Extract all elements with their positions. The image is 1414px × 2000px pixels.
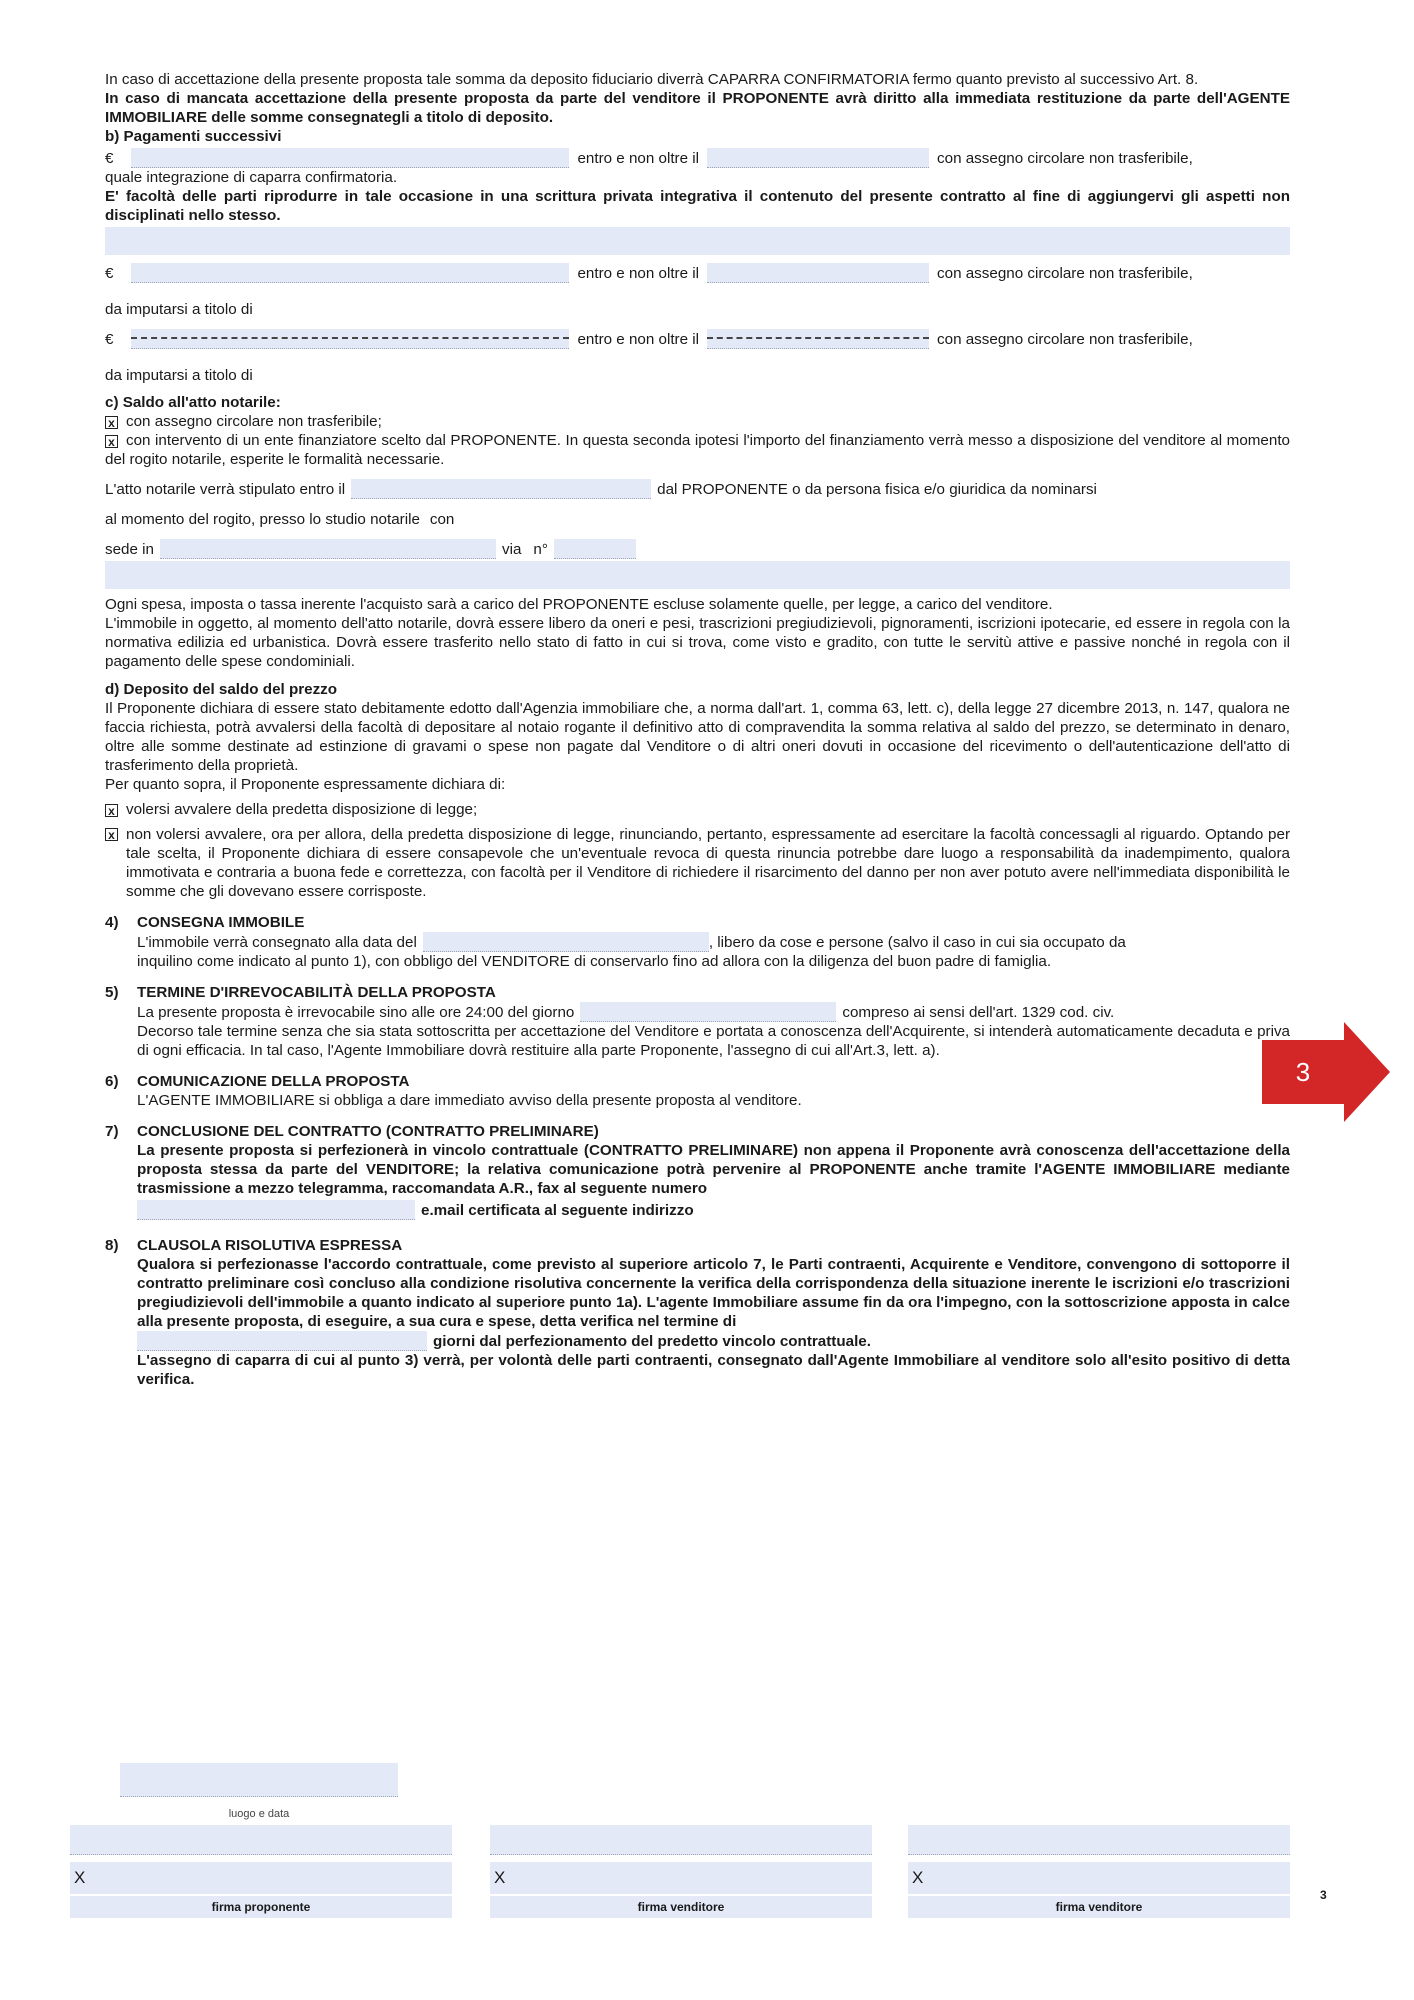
section-number: 8) <box>105 1237 119 1254</box>
page-marker <box>1262 1022 1390 1122</box>
row-email <box>137 1198 1290 1220</box>
integrazione-text: quale integrazione di caparra confirmatoria. <box>105 169 398 186</box>
entro-label: entro e non oltre il <box>577 265 700 282</box>
arrow-right-icon <box>1344 1022 1390 1122</box>
paragraph-deposito: Il Proponente dichiara di essere stato debitamente edotto dall'Agenzia immobiliare che, a norma dall'art. 1, comma 63, lett. c), della legge 27 dicembre 2013, n. 147, qualora ne faccia richiesta, potrà avvalersi della facoltà di depositare al notaio rogante il definitivo atto di compravendita la somma relativa al saldo del prezzo, se determinato in denaro, oltre alle somme destinate ad estinzione di gravami o spese non pagate dal Venditore o di altri oneri dovuti in occasione del ricevimento o dell'autenticazione dell'atto di trasferimento della proprietà. <box>105 700 1290 774</box>
amount-field-1[interactable] <box>131 148 569 168</box>
clausola-text: Qualora si perfezionasse l'accordo contrattuale, come previsto al superiore articolo 7, le Parti contraenti, Acquirente e Venditore, convengono di sottoporre il contratto preliminare così concluso alla condizione risolutiva concernente la verifica della corrispondenza della situazione inerente le iscrizioni e/o trascrizioni pregiudizievoli dell'immobile a quanto indicato al superiore punto 1a). L'agente Immobiliare assume fin da ora l'impegno, con la sottoscrizione apposta in calce alla presente proposta, di eseguire, a sua cura e spese, detta verifica nel termine di <box>137 1256 1290 1330</box>
signature-label: firma venditore <box>490 1896 872 1918</box>
consegna-text: inquilino come indicato al punto 1), con obbligo del VENDITORE di conservarlo fino ad allora con la diligenza del buon padre di famiglia. <box>137 953 1052 970</box>
assegno-caparra-text: L'assegno di caparra di cui al punto 3) verrà, per volontà delle parti contraenti, consegnato dall'Agente Immobiliare al venditore solo all'esito positivo di detta verifica. <box>137 1352 1290 1388</box>
row-pagamento-3 <box>105 327 1290 349</box>
row-imputarsi-1 <box>105 297 1290 319</box>
irrevocabile-date-field[interactable] <box>580 1002 836 1022</box>
sede-extra-field[interactable] <box>105 561 1290 589</box>
checkbox-assegno[interactable]: x <box>105 416 118 429</box>
irrevocabile-label-2: compreso ai sensi dell'art. 1329 cod. civ. <box>842 1004 1115 1021</box>
numero-label: n° <box>533 541 548 558</box>
checkbox-non-avvalersi[interactable]: x <box>105 828 118 841</box>
row-termine-giorni <box>137 1331 1290 1351</box>
signature-venditore-2 <box>908 1825 1290 1918</box>
heading-pagamenti-successivi: b) Pagamenti successivi <box>105 128 282 145</box>
checkbox-row-non-avvalersi <box>105 825 1290 901</box>
signature-field-line-1[interactable] <box>70 1825 452 1855</box>
signature-venditore-1 <box>490 1825 872 1918</box>
row-irrevocabile <box>137 1002 1290 1022</box>
imputarsi-label: da imputarsi a titolo di <box>105 367 253 384</box>
sede-label: sede in <box>105 541 154 558</box>
section-8 <box>105 1236 1290 1389</box>
conclusione-text: La presente proposta si perfezionerà in vincolo contrattuale (CONTRATTO PRELIMINARE) non appena il Proponente avrà conoscenza dell'accettazione della proposta stessa da parte del VENDITORE; la relativa comunicazione potrà pervenire al PROPONENTE anche tramite l'AGENTE IMMOBILIARE mediante trasmissione a mezzo telegramma, raccomandata A.R., fax al seguente numero <box>137 1142 1290 1197</box>
document-page <box>105 70 1290 1389</box>
checkbox-avvalersi[interactable]: x <box>105 804 118 817</box>
signature-x-mark: X <box>74 1868 86 1887</box>
euro-label: € <box>105 331 114 348</box>
section-4 <box>105 913 1290 971</box>
assegno-label: con assegno circolare non trasferibile, <box>937 265 1193 282</box>
comunicazione-text: L'AGENTE IMMOBILIARE si obbliga a dare immediato avviso della presente proposta al venditore. <box>137 1092 802 1109</box>
section-number: 5) <box>105 984 119 1001</box>
fax-number-field[interactable] <box>137 1200 415 1220</box>
assegno-label: con assegno circolare non trasferibile, <box>937 331 1193 348</box>
integrative-field[interactable] <box>105 227 1290 255</box>
heading-deposito-saldo: d) Deposito del saldo del prezzo <box>105 681 338 698</box>
luogo-data-block <box>120 1763 398 1820</box>
section-number: 7) <box>105 1123 119 1140</box>
atto-label: L'atto notarile verrà stipulato entro il <box>105 481 346 498</box>
row-pagamento-1 <box>105 146 1290 168</box>
section-title: CONCLUSIONE DEL CONTRATTO (CONTRATTO PRELIMINARE) <box>137 1123 599 1140</box>
irrevocabile-label: La presente proposta è irrevocabile sino alle ore 24:00 del giorno <box>137 1004 575 1021</box>
checkbox-ente-finanziatore[interactable]: x <box>105 435 118 448</box>
paragraph-spese: Ogni spesa, imposta o tassa inerente l'acquisto sarà a carico del PROPONENTE escluse solamente quelle, per legge, a carico del venditore. <box>105 596 1053 613</box>
checkbox-row-assegno <box>105 412 1290 431</box>
section-title: COMUNICAZIONE DELLA PROPOSTA <box>137 1073 410 1090</box>
row-consegna <box>137 932 1290 952</box>
paragraph-per-quanto: Per quanto sopra, il Proponente espressamente dichiara di: <box>105 776 506 793</box>
numero-field[interactable] <box>554 539 636 559</box>
entro-label: entro e non oltre il <box>577 150 700 167</box>
dal-label: dal PROPONENTE o da persona fisica e/o giuridica da nominarsi <box>657 481 1097 498</box>
section-title: CONSEGNA IMMOBILE <box>137 914 305 931</box>
date-field-3[interactable] <box>707 329 929 349</box>
section-number: 4) <box>105 914 119 931</box>
imputarsi-label: da imputarsi a titolo di <box>105 301 253 318</box>
email-label: e.mail certificata al seguente indirizzo <box>421 1202 694 1219</box>
facolta-text: E' facoltà delle parti riprodurre in tale occasione in una scrittura privata integrativa il contenuto del presente contratto al fine di aggiungervi gli aspetti non disciplinati nello stesso. <box>105 188 1290 224</box>
checkbox-label: con intervento di un ente finanziatore scelto dal PROPONENTE. In questa seconda ipotesi l'importo del finanziamento verrà messo a disposizione del venditore al momento del rogito notarile, esperite le formalità necessarie. <box>105 432 1290 468</box>
row-imputarsi-2 <box>105 363 1290 385</box>
checkbox-label: volersi avvalere della predetta disposizione di legge; <box>126 801 478 818</box>
euro-label: € <box>105 150 114 167</box>
luogo-data-field[interactable] <box>120 1763 398 1797</box>
row-atto-notarile <box>105 477 1290 499</box>
con-label: con <box>429 511 455 528</box>
checkbox-row-ente <box>105 431 1290 469</box>
giorni-field[interactable] <box>137 1331 427 1351</box>
atto-date-field[interactable] <box>351 479 651 499</box>
entro-label: entro e non oltre il <box>577 331 700 348</box>
row-pagamento-2 <box>105 261 1290 283</box>
row-sede <box>105 537 1290 559</box>
paragraph-restituzione: In caso di mancata accettazione della presente proposta da parte del venditore il PROPONENTE avrà diritto alla immediata restituzione da parte dell'AGENTE IMMOBILIARE delle somme consegnategli a titolo di deposito. <box>105 90 1290 126</box>
euro-label: € <box>105 265 114 282</box>
marker-label: 3 <box>1262 1040 1344 1104</box>
signature-field-line-3[interactable] <box>908 1825 1290 1855</box>
amount-field-3[interactable] <box>131 329 569 349</box>
consegna-label-2: , libero da cose e persone (salvo il caso in cui sia occupato da <box>708 934 1126 951</box>
section-title: TERMINE D'IRREVOCABILITÀ DELLA PROPOSTA <box>137 984 496 1001</box>
checkbox-label: non volersi avvalere, ora per allora, della predetta disposizione di legge, rinunciando, pertanto, espressamente ad esercitare la facoltà concessagli al riguardo. Optando per tale scelta, il Proponente dichiara di essere consapevole che un'eventuale revoca di questa rinuncia potrebbe dare luogo a responsabilità da inadempimento, qualora immotivata e contraria a buona fede e correttezza, con facoltà per il Venditore di richiedere il risarcimento del danno per non aver potuto avere nell'immediata disponibilità le somme che gli dovevano essere corrisposte. <box>126 826 1290 900</box>
date-field-1[interactable] <box>707 148 929 168</box>
heading-saldo-notarile: c) Saldo all'atto notarile: <box>105 394 281 411</box>
signature-label: firma venditore <box>908 1896 1290 1918</box>
signature-proponente <box>70 1825 452 1918</box>
paragraph-caparra: In caso di accettazione della presente proposta tale somma da deposito fiduciario diverrà CAPARRA CONFIRMATORIA fermo quanto previsto al successivo Art. 8. <box>105 71 1199 88</box>
consegna-date-field[interactable] <box>423 932 709 952</box>
via-label: via <box>501 541 522 558</box>
section-number: 6) <box>105 1073 119 1090</box>
giorni-label: giorni dal perfezionamento del predetto vincolo contrattuale. <box>433 1333 871 1350</box>
page-number: 3 <box>1320 1888 1327 1902</box>
signature-x-mark: X <box>912 1868 924 1887</box>
checkbox-label: con assegno circolare non trasferibile; <box>126 413 382 430</box>
signature-field-1[interactable] <box>70 1862 452 1894</box>
assegno-label: con assegno circolare non trasferibile, <box>937 150 1193 167</box>
signature-x-mark: X <box>494 1868 506 1887</box>
section-7 <box>105 1122 1290 1220</box>
section-5 <box>105 983 1290 1060</box>
amount-field-2[interactable] <box>131 263 569 283</box>
date-field-2[interactable] <box>707 263 929 283</box>
section-6 <box>105 1072 1290 1110</box>
signature-field-2[interactable] <box>490 1862 872 1894</box>
paragraph-immobile: L'immobile in oggetto, al momento dell'atto notarile, dovrà essere libero da oneri e pesi, trascrizioni pregiudizievoli, pignoramenti, iscrizioni ipotecarie, ed essere in regola con la normativa edilizia ed urbanistica. Dovrà essere trasferito nello stato di fatto in cui si trova, come visto e gradito, con tutte le servitù attive e passive nonché in regola con il pagamento delle spese condominiali. <box>105 615 1290 670</box>
irrevocabile-text: Decorso tale termine senza che sia stata sottoscritta per accettazione del Venditore e portata a conoscenza dell'Acquirente, si intenderà automaticamente decaduta e priva di ogni efficacia. In tal caso, l'Agente Immobiliare dovrà restituire alla parte Proponente, l'assegno di cui all'Art.3, lett. a). <box>137 1023 1290 1059</box>
signature-field-3[interactable] <box>908 1862 1290 1894</box>
momento-label: al momento del rogito, presso lo studio notarile <box>105 511 420 528</box>
consegna-label: L'immobile verrà consegnato alla data del <box>137 934 417 951</box>
checkbox-row-avvalersi <box>105 800 1290 819</box>
sede-field[interactable] <box>160 539 496 559</box>
signature-field-line-2[interactable] <box>490 1825 872 1855</box>
section-title: CLAUSOLA RISOLUTIVA ESPRESSA <box>137 1237 403 1254</box>
signature-label: firma proponente <box>70 1896 452 1918</box>
row-studio-notarile <box>105 507 1290 529</box>
luogo-data-label: luogo e data <box>228 1808 290 1820</box>
